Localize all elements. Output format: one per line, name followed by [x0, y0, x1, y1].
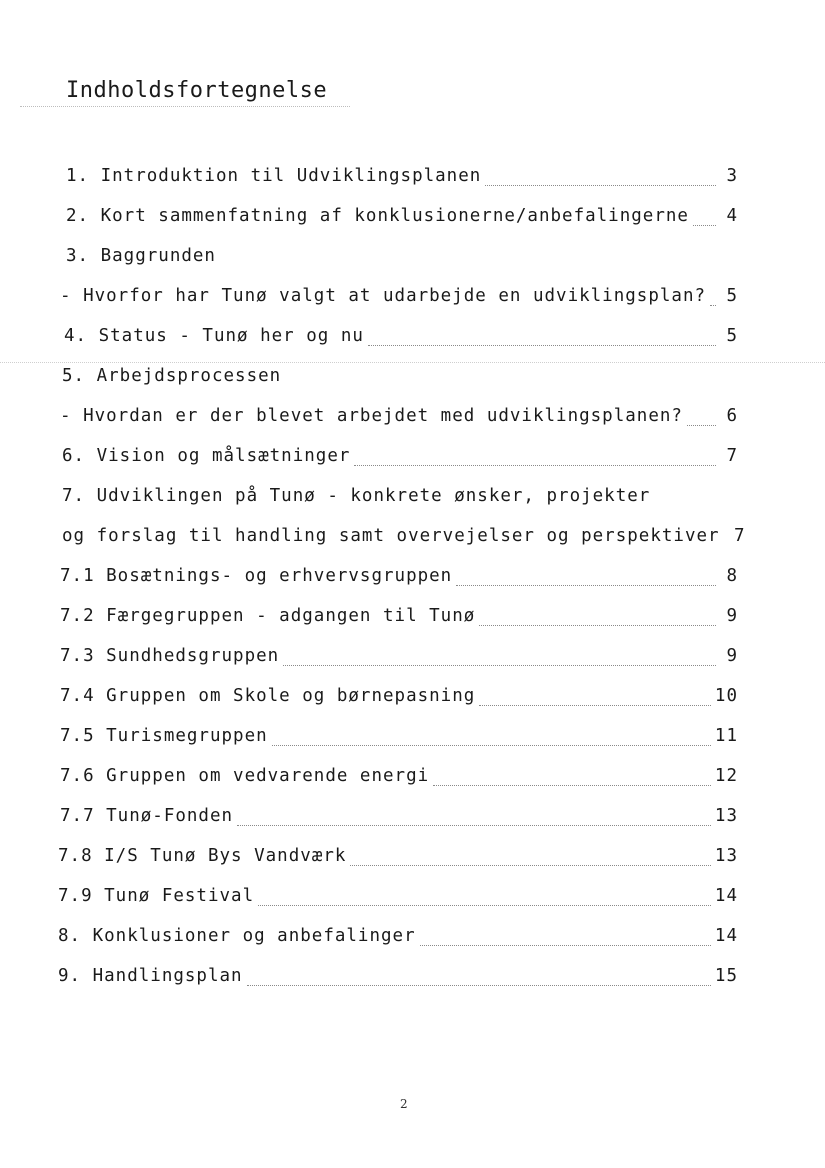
toc-entry	[62, 446, 738, 472]
toc-entry-page: 6	[726, 406, 738, 426]
toc-entry	[58, 926, 738, 952]
toc-entry	[66, 246, 216, 272]
dot-leader	[354, 464, 716, 466]
toc-entry-page: 13	[714, 846, 738, 866]
toc-entry	[60, 686, 738, 712]
toc-entry-page: 9	[726, 606, 738, 626]
dot-leader	[350, 864, 711, 866]
dot-leader	[710, 304, 716, 306]
toc-entry	[60, 406, 738, 432]
toc-entry-label: 7.2 Færgegruppen - adgangen til Tunø	[60, 606, 476, 626]
toc-entry-label: 5. Arbejdsprocessen	[62, 366, 282, 386]
dot-leader	[420, 944, 711, 946]
toc-entry	[60, 806, 738, 832]
toc-entry-label: 9. Handlingsplan	[58, 966, 243, 986]
toc-entry-page: 5	[726, 286, 738, 306]
toc-entry-label: 7.8 I/S Tunø Bys Vandværk	[58, 846, 347, 866]
dot-leader	[687, 424, 716, 426]
toc-entry-label: 3. Baggrunden	[66, 246, 216, 266]
toc-entry-page: 12	[714, 766, 738, 786]
toc-entry-label: 2. Kort sammenfatning af konklusionerne/anbefalingerne	[66, 206, 689, 226]
dot-leader	[433, 784, 711, 786]
toc-entry-label: 7.6 Gruppen om vedvarende energi	[60, 766, 430, 786]
toc-entry-page: 7	[734, 526, 746, 546]
toc-entry-label: 7.9 Tunø Festival	[58, 886, 255, 906]
toc-entry	[60, 646, 738, 672]
toc-entry	[58, 966, 738, 992]
dot-leader	[247, 984, 711, 986]
dot-leader	[368, 344, 716, 346]
toc-entry-label: 7.5 Turismegruppen	[60, 726, 268, 746]
toc-entry	[62, 526, 746, 552]
toc-entry-page: 5	[726, 326, 738, 346]
dot-leader	[283, 664, 716, 666]
toc-entry-label: og forslag til handling samt overvejelser og perspektiver	[62, 526, 720, 546]
toc-entry	[58, 846, 738, 872]
toc-entry-label: 7. Udviklingen på Tunø - konkrete ønsker, projekter	[62, 486, 651, 506]
toc-entry	[60, 286, 738, 312]
toc-entry-page: 14	[714, 926, 738, 946]
toc-entry	[62, 486, 650, 512]
toc-entry-page: 14	[714, 886, 738, 906]
toc-entry	[64, 326, 738, 352]
toc-entry-page: 8	[726, 566, 738, 586]
toc-entry	[62, 366, 281, 392]
dot-leader	[272, 744, 711, 746]
toc-entry-page: 7	[726, 446, 738, 466]
toc-entry	[60, 766, 738, 792]
toc-entry-label: 7.1 Bosætnings- og erhvervsgruppen	[60, 566, 453, 586]
toc-entry-label: 1. Introduktion til Udviklingsplanen	[66, 166, 482, 186]
toc-entry-page: 13	[714, 806, 738, 826]
dot-leader	[485, 184, 716, 186]
toc-entry-page: 9	[726, 646, 738, 666]
toc-entry	[60, 726, 738, 752]
toc-title: Indholdsfortegnelse	[66, 78, 328, 103]
toc-entry	[60, 606, 738, 632]
toc-entry-label: 8. Konklusioner og anbefalinger	[58, 926, 416, 946]
toc-entry-label: 7.3 Sundhedsgruppen	[60, 646, 280, 666]
toc-entry-page: 4	[726, 206, 738, 226]
toc-entry-label: 7.4 Gruppen om Skole og børnepasning	[60, 686, 476, 706]
dot-leader	[693, 224, 716, 226]
page-number: 2	[400, 1097, 408, 1111]
toc-entry	[66, 166, 738, 192]
toc-entry	[58, 886, 738, 912]
toc-entry-page: 15	[714, 966, 738, 986]
dot-leader	[456, 584, 716, 586]
toc-entry-page: 3	[726, 166, 738, 186]
toc-entry	[66, 206, 738, 232]
toc-entry	[60, 566, 738, 592]
dot-leader	[479, 624, 716, 626]
toc-entry-label: 7.7 Tunø-Fonden	[60, 806, 234, 826]
dot-leader	[479, 704, 711, 706]
toc-entry-label: - Hvordan er der blevet arbejdet med udviklingsplanen?	[60, 406, 683, 426]
toc-entry-label: - Hvorfor har Tunø valgt at udarbejde en udviklingsplan?	[60, 286, 707, 306]
toc-entry-page: 10	[714, 686, 738, 706]
toc-entry-label: 6. Vision og målsætninger	[62, 446, 351, 466]
toc-entry-label: 4. Status - Tunø her og nu	[64, 326, 364, 346]
dot-leader	[237, 824, 711, 826]
toc-entry-page: 11	[714, 726, 738, 746]
dot-leader	[258, 904, 711, 906]
